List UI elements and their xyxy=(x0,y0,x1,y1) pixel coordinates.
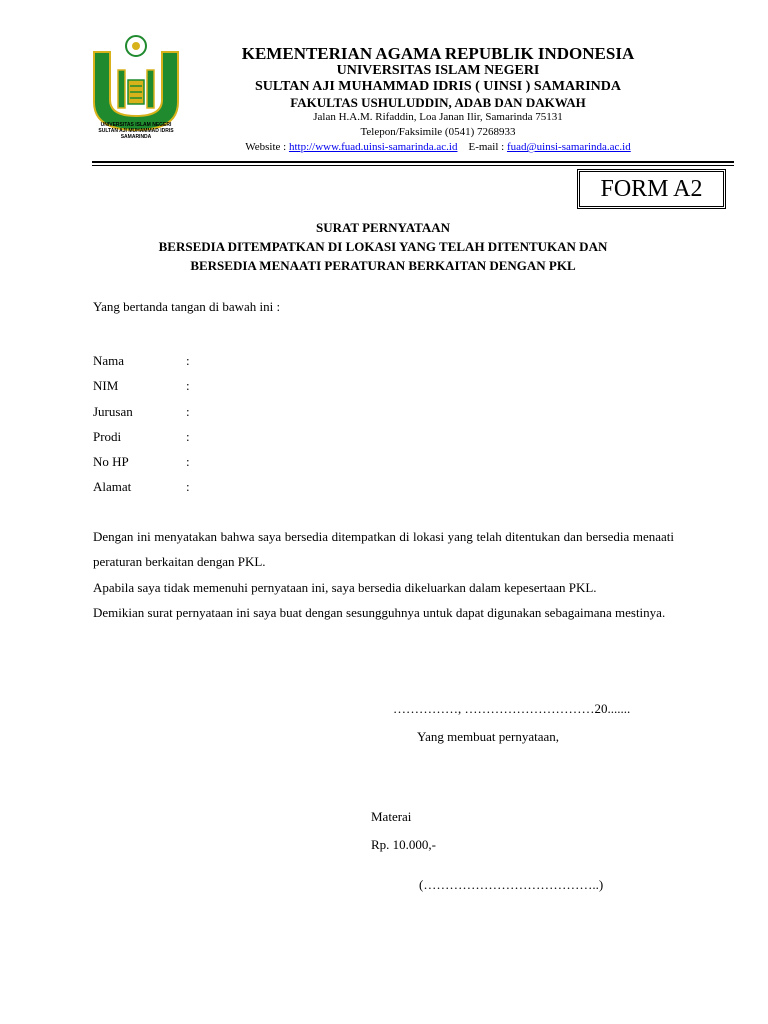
materai-amount: Rp. 10.000,- xyxy=(371,837,436,852)
title-line: SURAT PERNYATAAN xyxy=(316,220,450,235)
field-label: No HP xyxy=(93,454,129,470)
logo-caption xyxy=(86,122,186,140)
stamp-duty xyxy=(371,803,436,859)
email-label: E-mail : xyxy=(468,141,507,153)
website-link[interactable]: http://www.fuad.uinsi-samarinda.ac.id xyxy=(288,141,458,153)
identity-fields xyxy=(93,348,190,500)
signer-name-line: (…………………………………..) xyxy=(419,877,604,892)
field-label: Jurusan xyxy=(93,403,133,419)
field-separator: : xyxy=(186,378,190,394)
letterhead xyxy=(190,44,686,155)
field-separator: : xyxy=(186,403,190,419)
field-separator: : xyxy=(186,428,190,444)
phone: Telepon/Faksimile (0541) 7268933 xyxy=(360,126,516,138)
logo-caption-line: SULTAN AJI MUHAMMAD IDRIS xyxy=(98,128,174,134)
field-row xyxy=(93,399,190,424)
title-line: BERSEDIA MENAATI PERATURAN BERKAITAN DENGAN PKL xyxy=(190,258,576,273)
form-code-box: FORM A2 xyxy=(577,169,726,209)
website-label: Website : xyxy=(245,141,289,153)
header-divider xyxy=(92,161,734,163)
field-row xyxy=(93,373,190,398)
field-label: NIM xyxy=(93,378,119,394)
ministry-name: KEMENTERIAN AGAMA REPUBLIK INDONESIA xyxy=(241,44,635,63)
field-separator: : xyxy=(186,454,190,470)
field-row xyxy=(93,424,190,449)
logo-caption-line: SAMARINDA xyxy=(120,134,152,140)
statement-paragraph: Demikian surat pernyataan ini saya buat dengan sesungguhnya untuk dapat digunakan sebagaimana mestinya. xyxy=(93,604,666,620)
field-row xyxy=(93,348,190,373)
contact-line xyxy=(190,140,686,155)
field-row xyxy=(93,474,190,499)
statement-paragraph: Dengan ini menyatakan bahwa saya bersedia ditempatkan di lokasi yang telah ditentukan dan bersedia menaati peraturan berkaitan dengan PKL. xyxy=(93,529,674,570)
title-line: BERSEDIA DITEMPATKAN DI LOKASI YANG TELAH DITENTUKAN DAN xyxy=(158,239,608,254)
logo-caption-line: UNIVERSITAS ISLAM NEGERI xyxy=(100,122,172,128)
field-label: Prodi xyxy=(93,428,122,444)
field-separator: : xyxy=(186,479,190,495)
field-row xyxy=(93,449,190,474)
intro-text: Yang bertanda tangan di bawah ini : xyxy=(93,299,281,314)
field-label: Nama xyxy=(93,353,125,368)
field-label: Alamat xyxy=(93,479,132,495)
header-divider-thin xyxy=(92,165,734,166)
faculty-name: FAKULTAS USHULUDDIN, ADAB DAN DAKWAH xyxy=(290,95,586,110)
statement-body xyxy=(93,524,674,625)
university-name: SULTAN AJI MUHAMMAD IDRIS ( UINSI ) SAMARINDA xyxy=(255,79,621,94)
address: Jalan H.A.M. Rifaddin, Loa Janan Ilir, Samarinda 75131 xyxy=(313,111,563,123)
document-title xyxy=(92,218,674,275)
university-line: UNIVERSITAS ISLAM NEGERI xyxy=(336,63,540,78)
statement-paragraph: Apabila saya tidak memenuhi pernyataan ini, saya bersedia dikeluarkan dalam kepesertaan PKL. xyxy=(93,579,597,595)
field-separator: : xyxy=(186,353,190,368)
email-link[interactable]: fuad@uinsi-samarinda.ac.id xyxy=(506,141,631,153)
place-date-line: ……………, …………………………20....... xyxy=(393,701,631,716)
materai-label: Materai xyxy=(371,809,412,824)
signer-caption: Yang membuat pernyataan, xyxy=(417,729,560,744)
